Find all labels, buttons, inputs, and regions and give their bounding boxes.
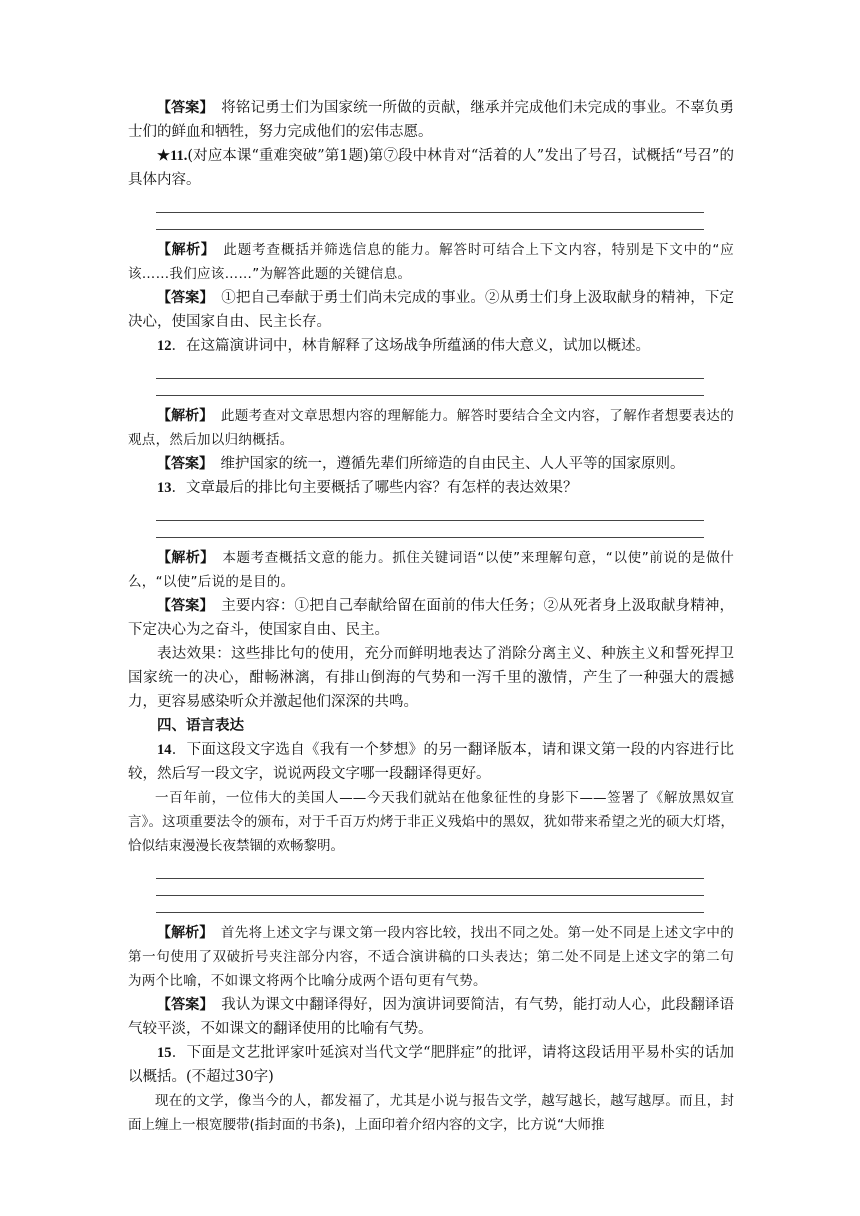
analysis-label: 【解析】 <box>157 242 209 258</box>
question-11-number: ★11. <box>157 148 188 164</box>
question-15-number: 15 <box>157 1045 172 1061</box>
answer-lines-12 <box>128 358 734 404</box>
analysis-14-text: 首先将上述文字与课文第一段内容比较，找出不同之处。第一处不同是上述文字中的第一句使用了双破折号夹注部分内容，不适合演讲稿的口头表达；第二处不同是上述文字的第二句为两个比喻，不如课文将两个比喻分成两个语句更有气势。 <box>128 925 735 989</box>
answer-11-text: ①把自己奉献于勇士们尚未完成的事业。②从勇士们身上汲取献身的精神，下定决心，使国家自由、民主长存。 <box>128 290 735 330</box>
answer-line <box>156 229 704 230</box>
analysis-12-text: 此题考查对文章思想内容的理解能力。解答时要结合全文内容，了解作者想要表达的观点，然后加以归纳概括。 <box>128 408 735 448</box>
question-14-passage: 一百年前，一位伟大的美国人——今天我们就站在他象征性的身影下——签署了《解放黑奴宣言》。这项重要法令的颁布，对于千百万灼烤于非正义残焰中的黑奴，犹如带来希望之光的硕大灯塔，恰似结束漫漫长夜禁锢的欢畅黎明。 <box>128 790 734 854</box>
analysis-label: 【解析】 <box>157 550 208 566</box>
answer-line <box>156 520 704 521</box>
answer-line <box>156 878 704 879</box>
analysis-14 <box>128 921 734 993</box>
analysis-12 <box>128 404 734 452</box>
question-14 <box>128 738 734 786</box>
answer-11 <box>128 286 734 334</box>
question-15 <box>128 1041 734 1089</box>
analysis-label: 【解析】 <box>157 408 207 424</box>
question-13-number: 13 <box>157 480 172 496</box>
question-12 <box>128 334 734 358</box>
answer-13-text: 主要内容：①把自己奉献给留在面前的伟大任务；②从死者身上汲取献身精神，下定决心为之奋斗，使国家自由、民主。 <box>128 598 735 638</box>
answer-line <box>156 912 704 913</box>
answer-14 <box>128 993 734 1041</box>
answer-lines-11 <box>128 192 734 238</box>
question-15-passage: 现在的文学，像当今的人，都发福了，尤其是小说与报告文学，越写越长，越写越厚。而且，封面上缠上一根宽腰带(指封面的书条)，上面印着介绍内容的文字，比方说“大师推 <box>128 1093 734 1133</box>
answer-line <box>156 895 704 896</box>
answer-line <box>156 537 704 538</box>
answer-lines-14 <box>128 858 734 921</box>
answer-line <box>156 212 704 213</box>
answer-13-effect: 表达效果：这些排比句的使用，充分而鲜明地表达了消除分离主义、种族主义和誓死捍卫国家统一的决心，酣畅淋漓，有排山倒海的气势和一泻千里的激情，产生了一种强大的震撼力，更容易感染听众并激起他们深深的共鸣。 <box>128 646 734 710</box>
question-11 <box>128 144 734 192</box>
answer-14-text: 我认为课文中翻译得好，因为演讲词要简洁，有气势，能打动人心，此段翻译语气较平淡，不如课文的翻译使用的比喻有气势。 <box>128 997 735 1037</box>
analysis-11 <box>128 238 734 286</box>
question-11-text: (对应本课“重难突破”第1题)第⑦段中林肯对“活着的人”发出了号召，试概括“号召”的具体内容。 <box>128 148 735 188</box>
section-heading: 四、语言表达 <box>157 718 244 734</box>
question-14-text: ．下面这段文字选自《我有一个梦想》的另一翻译版本，请和课文第一段的内容进行比较，然后写一段文字，说说两段文字哪一段翻译得更好。 <box>128 742 734 782</box>
analysis-11-text: 此题考查概括并筛选信息的能力。解答时可结合上下文内容，特别是下文中的“应该……我们应该……”为解答此题的关键信息。 <box>128 242 735 282</box>
answer-10 <box>128 96 734 144</box>
answer-13 <box>128 594 734 642</box>
question-13-text: ．文章最后的排比句主要概括了哪些内容？有怎样的表达效果？ <box>171 480 578 496</box>
answer-label: 【答案】 <box>157 290 207 306</box>
answer-label: 【答案】 <box>157 100 207 116</box>
answer-10-text: 将铭记勇士们为国家统一所做的贡献，继承并完成他们未完成的事业。不辜负勇士们的鲜血和牺牲，努力完成他们的宏伟志愿。 <box>128 100 735 140</box>
analysis-label: 【解析】 <box>157 925 207 941</box>
question-12-text: ．在这篇演讲词中，林肯解释了这场战争所蕴涵的伟大意义，试加以概述。 <box>171 338 650 354</box>
analysis-13-text: 本题考查概括文意的能力。抓住关键词语“以使”来理解句意，“以使”前说的是做什么，“以使”后说的是目的。 <box>128 550 735 590</box>
answer-line <box>156 395 704 396</box>
answer-label: 【答案】 <box>157 456 206 472</box>
question-12-number: 12 <box>157 338 172 354</box>
question-15-text: ．下面是文艺批评家叶延滨对当代文学“肥胖症”的批评，请将这段话用平易朴实的话加以概括。(不超过30字) <box>128 1045 734 1085</box>
analysis-13 <box>128 546 734 594</box>
answer-12-text: 维护国家的统一，遵循先辈们所缔造的自由民主、人人平等的国家原则。 <box>220 456 685 472</box>
answer-label: 【答案】 <box>157 598 207 614</box>
answer-12 <box>128 452 734 476</box>
answer-label: 【答案】 <box>157 997 207 1013</box>
answer-line <box>156 378 704 379</box>
question-14-number: 14 <box>157 742 172 758</box>
answer-lines-13 <box>128 500 734 546</box>
document-page <box>128 96 734 1137</box>
question-13 <box>128 476 734 500</box>
